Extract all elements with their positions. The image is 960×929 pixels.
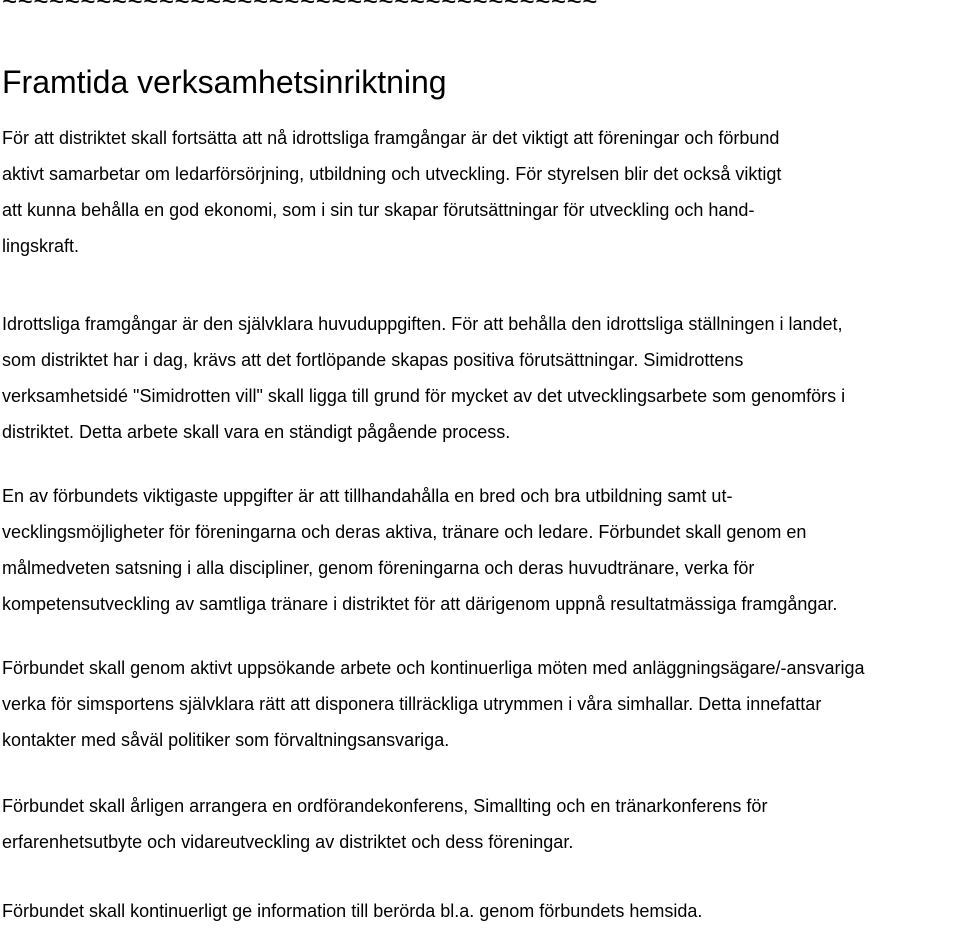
- paragraph-line: Förbundet skall genom aktivt uppsökande arbete och kontinuerliga möten med anläggningsägare/-ansvariga: [2, 658, 865, 678]
- paragraph-line: erfarenhetsutbyte och vidareutveckling av distriktet och dess föreningar.: [2, 832, 574, 852]
- paragraph-goals: [2, 120, 952, 264]
- paragraph-line: målmedveten satsning i alla discipliner, genom föreningarna och deras huvudtränare, verka för: [2, 558, 755, 578]
- paragraph-information: [2, 893, 952, 929]
- paragraph-line: Förbundet skall årligen arrangera en ordförandekonferens, Simallting och en tränarkonferens för: [2, 796, 768, 816]
- paragraph-conferences: [2, 788, 952, 860]
- paragraph-sport-success: [2, 306, 952, 450]
- paragraph-education: [2, 478, 952, 622]
- paragraph-line: distriktet. Detta arbete skall vara en ständigt pågående process.: [2, 422, 511, 442]
- paragraph-line: verka för simsportens självklara rätt att disponera tillräckliga utrymmen i våra simhallar. Detta innefattar: [2, 694, 822, 714]
- paragraph-line: Förbundet skall kontinuerligt ge information till berörda bl.a. genom förbundets hemsida.: [2, 901, 703, 921]
- paragraph-line: kontakter med såväl politiker som förvaltningsansvariga.: [2, 730, 450, 750]
- paragraph-line: verksamhetsidé "Simidrotten vill" skall ligga till grund för mycket av det utvecklingsarbete som genomförs i: [2, 386, 846, 406]
- paragraph-line: lingskraft.: [2, 236, 80, 256]
- paragraph-line: För att distriktet skall fortsätta att nå idrottsliga framgångar är det viktigt att föreningar och förbund: [2, 128, 780, 148]
- paragraph-line: att kunna behålla en god ekonomi, som i sin tur skapar förutsättningar för utveckling och hand-: [2, 200, 755, 220]
- section-heading: Framtida verksamhetsinriktning: [2, 64, 447, 100]
- paragraph-line: vecklingsmöjligheter för föreningarna och deras aktiva, tränare och ledare. Förbundet skall genom en: [2, 522, 807, 542]
- paragraph-line: som distriktet har i dag, krävs att det fortlöpande skapas positiva förutsättningar. Simidrottens: [2, 350, 744, 370]
- paragraph-line: En av förbundets viktigaste uppgifter är att tillhandahålla en bred och bra utbildning samt ut-: [2, 486, 733, 506]
- paragraph-line: aktivt samarbetar om ledarförsörjning, utbildning och utveckling. För styrelsen blir det också viktigt: [2, 164, 782, 184]
- paragraph-line: Idrottsliga framgångar är den självklara huvuduppgiften. För att behålla den idrottsliga ställningen i landet,: [2, 314, 843, 334]
- paragraph-line: kompetensutveckling av samtliga tränare i distriktet för att därigenom uppnå resultatmässiga framgångar.: [2, 594, 838, 614]
- tilde-separator: ~~~~~~~~~~~~~~~~~~~~~~~~~~~~~~~~~~~~~~: [2, 0, 598, 16]
- paragraph-facilities: [2, 650, 952, 758]
